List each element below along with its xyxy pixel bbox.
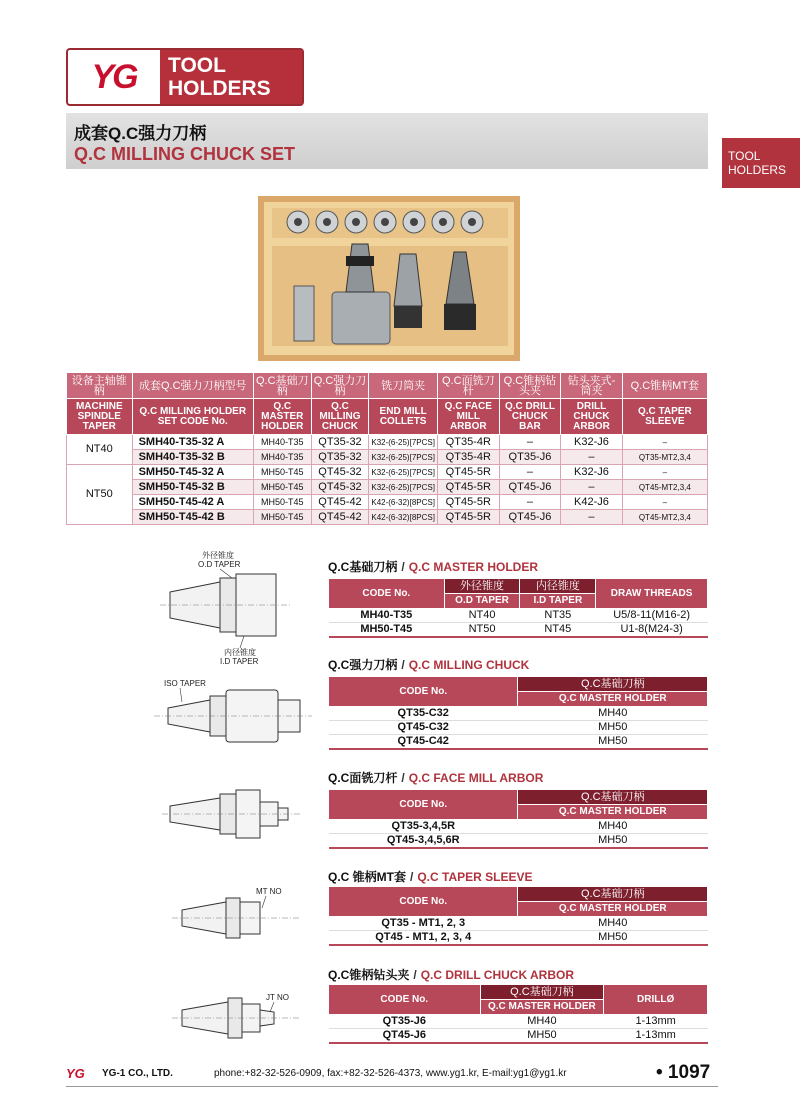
cell: MH50 (518, 931, 708, 946)
cell: U1-8(M24-3) (596, 623, 708, 638)
section-title-en: Q.C MILLING CHUCK SET (74, 144, 295, 164)
table-row (329, 834, 708, 849)
section-title-cn: 成套Q.C强力刀柄 (74, 124, 207, 143)
taper-sleeve-heading: Q.C 锥柄MT套 / Q.C TAPER SLEEVE (328, 870, 533, 884)
cell: QT45-J6 (329, 1029, 481, 1044)
cell: QT35 - MT1, 2, 3 (329, 917, 518, 931)
milling-chuck-table (328, 676, 708, 750)
cell: 1-13mm (604, 1015, 708, 1029)
mt-no-label: MT NO (256, 887, 282, 896)
cell: MH50-T45 (253, 510, 311, 525)
col-id-en: I.D TAPER (520, 594, 596, 609)
section-title-band (66, 113, 708, 169)
col-header-en: Q.C MILLING CHUCK (311, 399, 369, 435)
table-row (67, 450, 708, 465)
cell: K42-(6-32)[8PCS] (369, 495, 438, 510)
col-header-en: END MILL COLLETS (369, 399, 438, 435)
master-holder-table (328, 578, 708, 638)
cell: K32-(6-25)[7PCS] (369, 435, 438, 450)
cell: QT45-5R (437, 465, 499, 480)
col-header-en: DRILL CHUCK ARBOR (561, 399, 622, 435)
cell: NT40 (444, 609, 520, 623)
cell: QT45-5R (437, 510, 499, 525)
header-row-en (67, 399, 708, 435)
cell: QT35-C32 (329, 707, 518, 721)
cell: K32-J6 (561, 435, 622, 450)
milling-chuck-heading: Q.C强力刀柄 / Q.C MILLING CHUCK (328, 658, 530, 672)
set-code-cell: SMH50-T45-32 B (132, 480, 253, 495)
cell: K32-(6-25)[7PCS] (369, 480, 438, 495)
col-drill: DRILLØ (604, 985, 708, 1015)
cell: 1-13mm (604, 1029, 708, 1044)
cell: MH40-T35 (329, 609, 445, 623)
cell: U5/8-11(M16-2) (596, 609, 708, 623)
cell: K32-(6-25)[7PCS] (369, 465, 438, 480)
cell: – (622, 435, 707, 450)
col-holder-en: Q.C MASTER HOLDER (518, 692, 708, 707)
cell: K32-J6 (561, 465, 622, 480)
col-holder-en: Q.C MASTER HOLDER (518, 805, 708, 820)
yg-logo: YG (91, 57, 137, 96)
table-row (329, 917, 708, 931)
col-header-cn: 铣刀筒夹 (369, 373, 438, 399)
col-holder-cn: Q.C基础刀柄 (518, 887, 708, 902)
drill-chuck-heading: Q.C锥柄钻头夹 / Q.C DRILL CHUCK ARBOR (328, 968, 575, 982)
col-header-en: Q.C MILLING HOLDER SET CODE No. (132, 399, 253, 435)
cell: MH50 (518, 735, 708, 750)
table-row (329, 1029, 708, 1044)
cell: MH50 (518, 721, 708, 735)
set-code-table (66, 372, 708, 525)
table-row (67, 465, 708, 480)
cell: QT45-3,4,5,6R (329, 834, 518, 849)
cell: MH50 (480, 1029, 604, 1044)
brand-title (160, 50, 302, 104)
table-row (67, 480, 708, 495)
col-code: CODE No. (329, 985, 481, 1015)
cell: MH40-T35 (253, 435, 311, 450)
cell: QT45-MT2,3,4 (622, 510, 707, 525)
drill-chuck-table (328, 984, 708, 1044)
cell: MH50-T45 (253, 465, 311, 480)
cell: NT45 (520, 623, 596, 638)
cell: MH50 (518, 834, 708, 849)
cell: QT35-J6 (499, 450, 561, 465)
id-label-en: I.D TAPER (220, 657, 259, 666)
col-header-en: MACHINE SPINDLE TAPER (67, 399, 133, 435)
master-holder-drawing (160, 548, 320, 668)
col-holder-cn: Q.C基础刀柄 (518, 677, 708, 692)
side-tab[interactable] (722, 138, 800, 188)
col-header-cn: Q.C锥柄钻头夹 (499, 373, 561, 399)
cell: – (622, 465, 707, 480)
footer-company: YG-1 CO., LTD. (102, 1068, 173, 1079)
col-od-cn: 外径锥度 (444, 579, 520, 594)
cell: – (499, 465, 561, 480)
cell: QT45 - MT1, 2, 3, 4 (329, 931, 518, 946)
col-code: CODE No. (329, 887, 518, 917)
cell: MH40 (518, 707, 708, 721)
col-code: CODE No. (329, 790, 518, 820)
cell: QT35-MT2,3,4 (622, 450, 707, 465)
taper-sleeve-table (328, 886, 708, 946)
cell: K32-(6-25)[7PCS] (369, 450, 438, 465)
cell: QT45-5R (437, 480, 499, 495)
col-header-cn: Q.C基础刀柄 (253, 373, 311, 399)
set-code-cell: SMH40-T35-32 B (132, 450, 253, 465)
cell: QT35-J6 (329, 1015, 481, 1029)
cell: QT45-32 (311, 480, 369, 495)
header-row-cn (67, 373, 708, 399)
face-mill-drawing (160, 784, 310, 844)
cell: QT35-32 (311, 435, 369, 450)
table-row (329, 820, 708, 834)
col-header-en: Q.C DRILL CHUCK BAR (499, 399, 561, 435)
footer-divider (66, 1086, 718, 1087)
cell: K42-(6-32)[8PCS] (369, 510, 438, 525)
od-label-en: O.D TAPER (198, 560, 241, 569)
cell: MH50-T45 (253, 495, 311, 510)
taper-cell: NT50 (67, 465, 133, 525)
table-row (329, 623, 708, 638)
table-row (329, 721, 708, 735)
col-header-cn: 钻头夹式-筒夹 (561, 373, 622, 399)
cell: MH40 (518, 820, 708, 834)
page-number: • 1097 (656, 1062, 711, 1083)
col-header-cn: 成套Q.C强力刀柄型号 (132, 373, 253, 399)
col-header-cn: Q.C面铣刀杆 (437, 373, 499, 399)
table-row (329, 735, 708, 750)
cell: MH50-T45 (329, 623, 445, 638)
cell: QT45-5R (437, 495, 499, 510)
cell: QT35-4R (437, 435, 499, 450)
cell: QT45-C42 (329, 735, 518, 750)
set-code-cell: SMH50-T45-42 B (132, 510, 253, 525)
col-draw: DRAW THREADS (596, 579, 708, 609)
table-row (67, 495, 708, 510)
cell: – (499, 435, 561, 450)
page-footer (66, 1062, 726, 1086)
col-header-cn: Q.C锥柄MT套 (622, 373, 707, 399)
cell: QT45-32 (311, 465, 369, 480)
cell: – (499, 495, 561, 510)
cell: QT45-J6 (499, 480, 561, 495)
cell: NT35 (520, 609, 596, 623)
cell: QT35-32 (311, 450, 369, 465)
col-header-en: Q.C MASTER HOLDER (253, 399, 311, 435)
cell: MH50-T45 (253, 480, 311, 495)
col-code: CODE No. (329, 579, 445, 609)
master-holder-heading: Q.C基础刀柄 / Q.C MASTER HOLDER (328, 560, 539, 574)
col-holder-cn: Q.C基础刀柄 (480, 985, 604, 1000)
set-code-cell: SMH40-T35-32 A (132, 435, 253, 450)
col-code: CODE No. (329, 677, 518, 707)
face-mill-heading: Q.C面铣刀杆 / Q.C FACE MILL ARBOR (328, 771, 544, 785)
footer-logo: YG (66, 1066, 85, 1081)
cell: QT45-MT2,3,4 (622, 480, 707, 495)
cell: QT35-4R (437, 450, 499, 465)
col-id-cn: 内径锥度 (520, 579, 596, 594)
set-code-cell: SMH50-T45-42 A (132, 495, 253, 510)
col-header-cn: 设备主轴锥柄 (67, 373, 133, 399)
product-set-photo (258, 196, 520, 361)
cell: NT50 (444, 623, 520, 638)
col-od-en: O.D TAPER (444, 594, 520, 609)
cell: K42-J6 (561, 495, 622, 510)
col-holder-en: Q.C MASTER HOLDER (480, 1000, 604, 1015)
brand-title-line2: HOLDERS (168, 77, 271, 100)
col-header-en: Q.C FACE MILL ARBOR (437, 399, 499, 435)
milling-chuck-drawing (150, 676, 320, 756)
cell: QT45-42 (311, 495, 369, 510)
footer-contact[interactable]: phone:+82-32-526-0909, fax:+82-32-526-4373, www.yg1.kr, E-mail:yg1@yg1.kr (214, 1068, 567, 1079)
cell: QT35-3,4,5R (329, 820, 518, 834)
cell: MH40 (480, 1015, 604, 1029)
brand-header (66, 48, 304, 106)
cell: – (622, 495, 707, 510)
side-tab-line1: TOOL (728, 149, 761, 163)
id-label-cn: 内径锥度 (224, 648, 256, 657)
cell: – (561, 480, 622, 495)
iso-taper-label: ISO TAPER (164, 679, 206, 688)
col-holder-en: Q.C MASTER HOLDER (518, 902, 708, 917)
cell: QT45-42 (311, 510, 369, 525)
table-row (67, 435, 708, 450)
cell: QT45-C32 (329, 721, 518, 735)
table-row (329, 609, 708, 623)
face-mill-table (328, 789, 708, 849)
set-code-cell: SMH50-T45-32 A (132, 465, 253, 480)
col-header-en: Q.C TAPER SLEEVE (622, 399, 707, 435)
brand-title-line1: TOOL (168, 54, 226, 77)
col-holder-cn: Q.C基础刀柄 (518, 790, 708, 805)
cell: – (561, 510, 622, 525)
jt-no-label: JT NO (266, 993, 289, 1002)
col-header-cn: Q.C强力刀柄 (311, 373, 369, 399)
cell: MH40 (518, 917, 708, 931)
drill-chuck-drawing (170, 982, 310, 1042)
table-row (329, 931, 708, 946)
od-label-cn: 外径锥度 (202, 551, 234, 560)
table-row (329, 1015, 708, 1029)
table-row (67, 510, 708, 525)
taper-cell: NT40 (67, 435, 133, 465)
side-tab-line2: HOLDERS (728, 163, 787, 177)
cell: QT45-J6 (499, 510, 561, 525)
cell: MH40-T35 (253, 450, 311, 465)
cell: – (561, 450, 622, 465)
table-row (329, 707, 708, 721)
taper-sleeve-drawing (170, 884, 310, 944)
